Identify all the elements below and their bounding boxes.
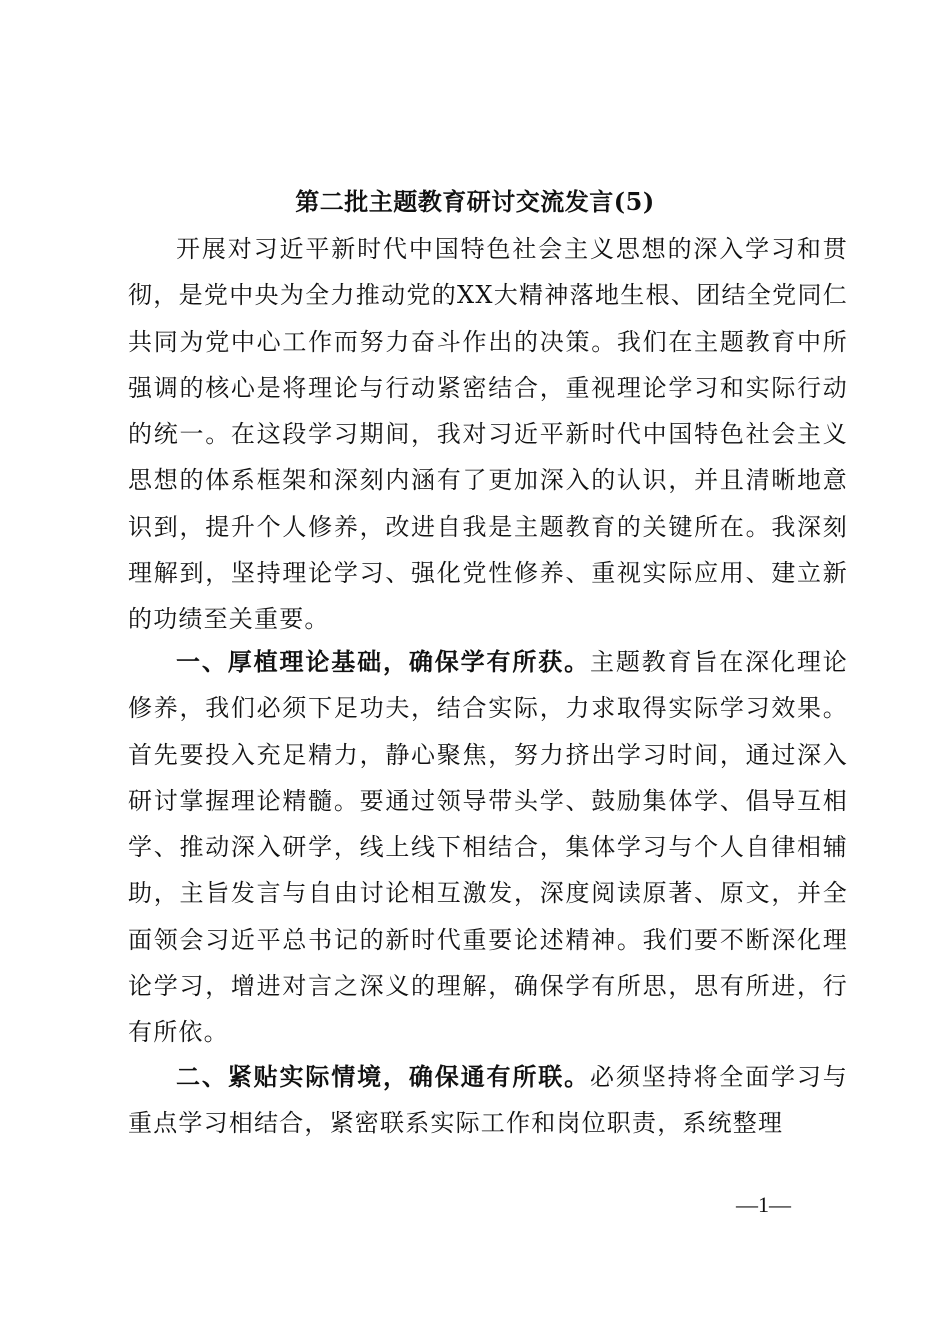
document-title: 第二批主题教育研讨交流发言(5) <box>295 187 655 216</box>
paragraph-intro-text: 开展对习近平新时代中国特色社会主义思想的深入学习和贯彻，是党中央为全力推动党的XX大精神落地生根、团结全党同仁共同为党中心工作而努力奋斗作出的决策。我们在主题教育中所强调的核心是将理论与行动紧密结合，重视理论学习和实际行动的统一。在这段学习期间，我对习近平新时代中国特色社会主义思想的体系框架和深刻内涵有了更加深入的认识，并且清晰地意识到，提升个人修养，改进自我是主题教育的关键所在。我深刻理解到，坚持理论学习、强化党性修养、重视实际应用、建立新的功绩至关重要。 <box>128 235 848 634</box>
section-2-text: 必须坚持将全面学习与重点学习相结合，紧密联系实际工作和岗位职责，系统整理 <box>128 1063 848 1138</box>
paragraph-section-1 <box>128 639 848 1056</box>
section-1-heading: 一、厚植理论基础，确保学有所获。 <box>176 647 590 676</box>
paragraph-intro <box>128 226 848 643</box>
section-1-text: 主题教育旨在深化理论修养，我们必须下足功夫，结合实际，力求取得实际学习效果。首先要投入充足精力，静心聚焦，努力挤出学习时间，通过深入研讨掌握理论精髓。要通过领导带头学、鼓励集体学、倡导互相学、推动深入研学，线上线下相结合，集体学习与个人自律相辅助，主旨发言与自由讨论相互激发，深度阅读原著、原文，并全面领会习近平总书记的新时代重要论述精神。我们要不断深化理论学习，增进对言之深义的理解，确保学有所思，思有所进，行有所依。 <box>128 648 848 1047</box>
section-2-heading: 二、紧贴实际情境，确保通有所联。 <box>176 1062 590 1091</box>
paragraph-section-2 <box>128 1054 848 1147</box>
page-number: —1— <box>736 1192 791 1217</box>
